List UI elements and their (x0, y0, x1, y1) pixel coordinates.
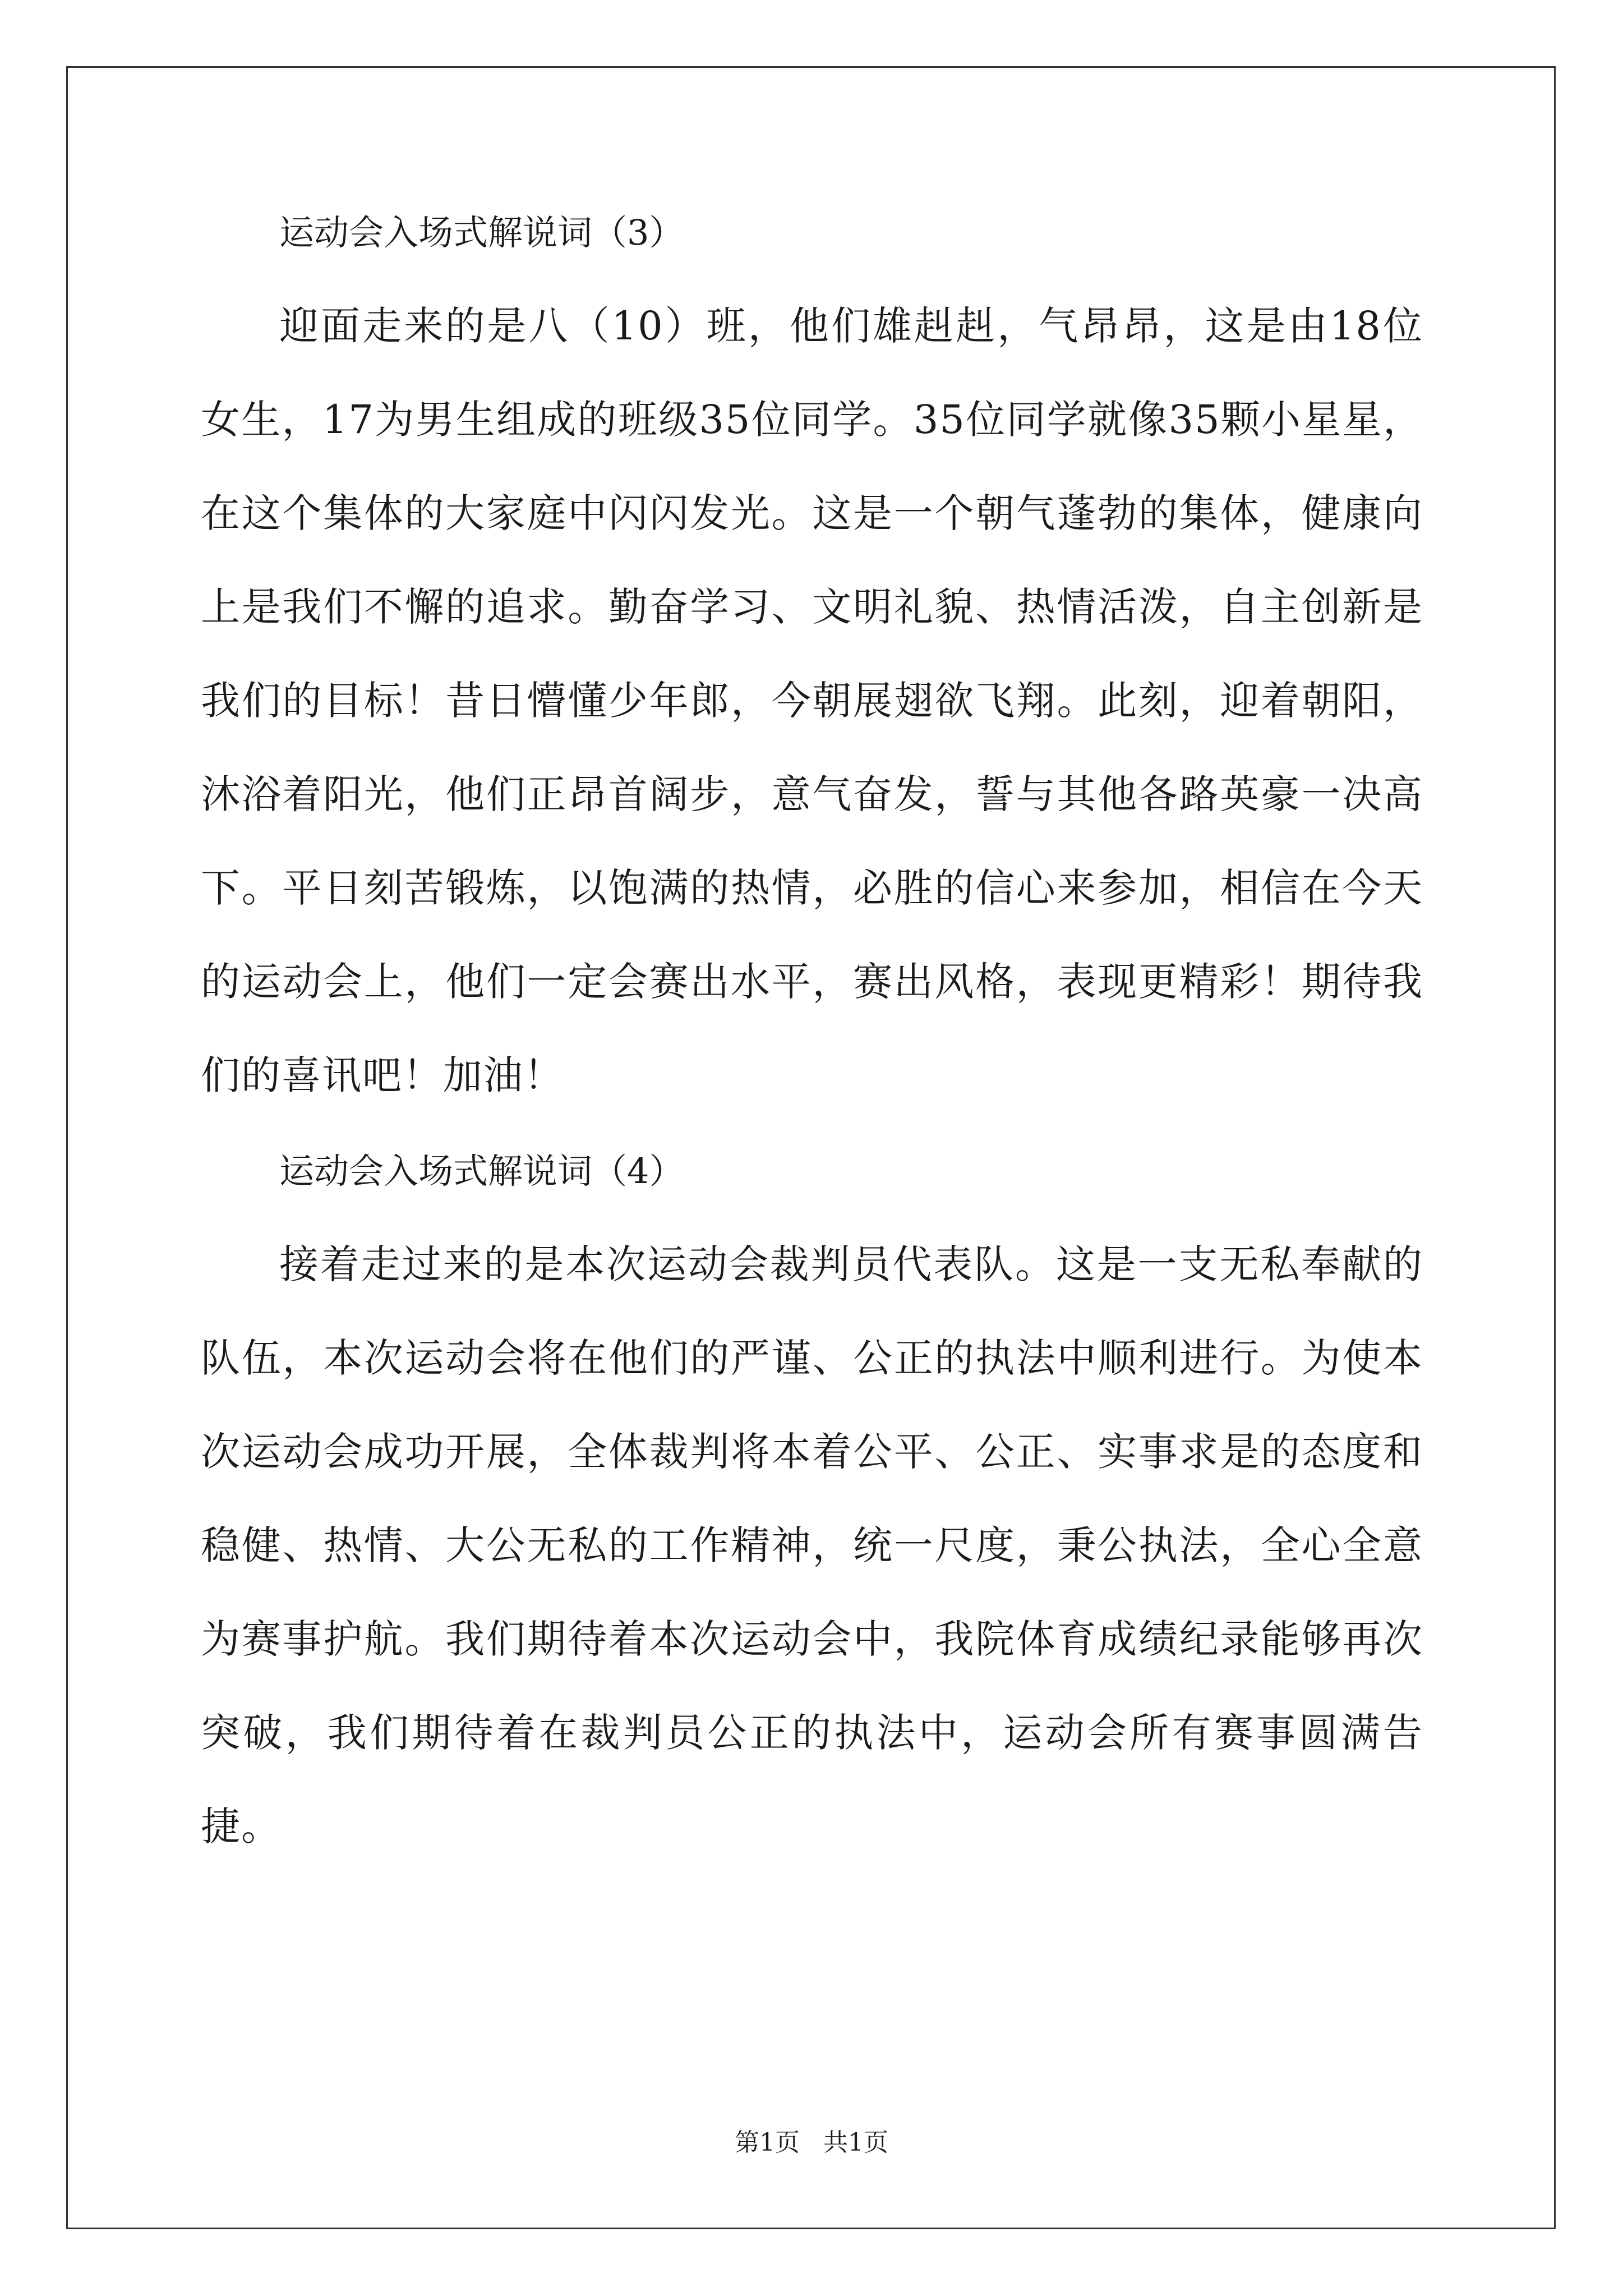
section-heading: 运动会入场式解说词（4） (279, 1151, 684, 1191)
section-paragraph: 接着走过来的是本次运动会裁判员代表队。这是一支无私奉献的队伍，本次运动会将在他们的严谨、公正的执法中顺利进行。为使本次运动会成功开展，全体裁判将本着公平、公正、实事求是的态度和稳健、热情、大公无私的工作精神，统一尺度，秉公执法，全心全意为赛事护航。我们期待着本次运动会中，我院体育成绩纪录能够再次突破，我们期待着在裁判员公正的执法中，运动会所有赛事圆满告捷。 (201, 1241, 1423, 1849)
page-footer: 第1页 共1页 (735, 2128, 888, 2157)
document-body (201, 213, 1423, 1874)
section-paragraph: 迎面走来的是八（10）班，他们雄赳赳，气昂昂，这是由18位女生，17为男生组成的班级35位同学。35位同学就像35颗小星星，在这个集体的大家庭中闪闪发光。这是一个朝气蓬勃的集体，健康向上是我们不懈的追求。勤奋学习、文明礼貌、热情活泼，自主创新是我们的目标！昔日懵懂少年郎，今朝展翅欲飞翔。此刻，迎着朝阳，沐浴着阳光，他们正昂首阔步，意气奋发，誓与其他各路英豪一决高下。平日刻苦锻炼，以饱满的热情，必胜的信心来参加，相信在今天的运动会上，他们一定会赛出水平，赛出风格，表现更精彩！期待我们的喜讯吧！加油！ (201, 303, 1423, 1098)
section-heading: 运动会入场式解说词（3） (279, 212, 684, 253)
